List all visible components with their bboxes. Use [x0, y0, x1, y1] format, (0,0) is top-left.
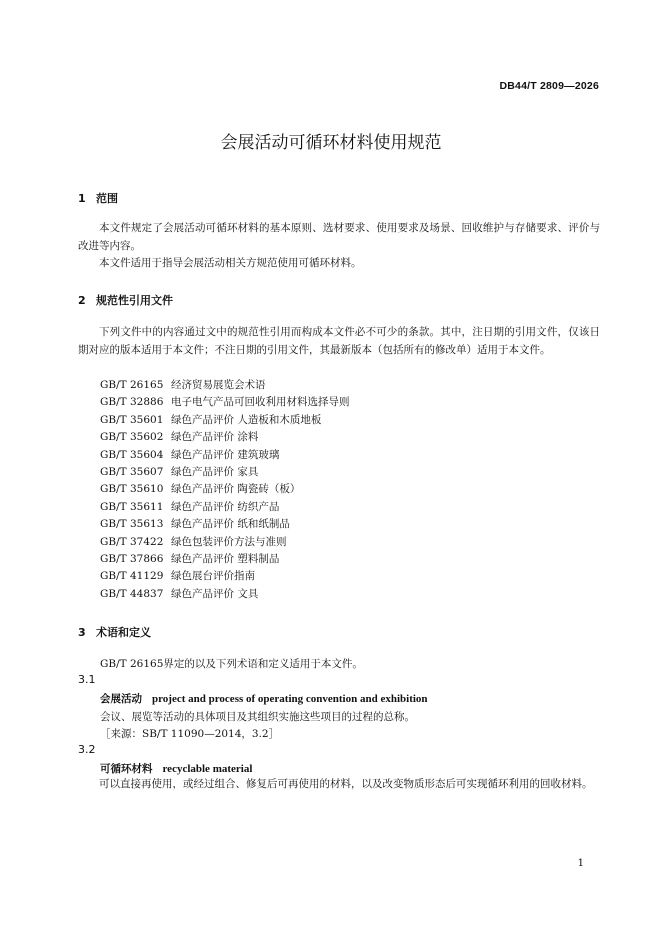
reference-code: GB/T 37866: [100, 552, 164, 565]
section-title: 范围: [96, 192, 118, 205]
reference-item: [100, 447, 350, 464]
term-number: 3.1: [78, 673, 96, 686]
reference-list: [100, 377, 350, 603]
reference-title: 绿色产品评价 纺织产品: [171, 500, 280, 513]
reference-code: GB/T 32886: [100, 396, 164, 409]
reference-item: [100, 586, 350, 603]
section-title: 术语和定义: [96, 626, 151, 639]
reference-code: GB/T 35607: [100, 465, 164, 478]
reference-item: [100, 516, 350, 533]
term-definition: 会议、展览等活动的具体项目及其组织实施这些项目的过程的总称。: [100, 711, 415, 723]
reference-item: [100, 394, 350, 411]
reference-item: [100, 429, 350, 446]
reference-title: 绿色产品评价 人造板和木质地板: [171, 413, 322, 426]
reference-title: 绿色展台评价指南: [171, 570, 255, 583]
reference-code: GB/T 35611: [100, 500, 164, 513]
reference-title: 绿色产品评价 涂料: [171, 431, 259, 444]
terms-intro: GB/T 26165界定的以及下列术语和定义适用于本文件。: [100, 658, 363, 670]
section-number: 3: [78, 626, 86, 639]
section-number: 1: [78, 192, 86, 205]
reference-item: [100, 499, 350, 516]
reference-code: GB/T 35604: [100, 448, 164, 461]
reference-item: [100, 464, 350, 481]
document-title: 会展活动可循环材料使用规范: [220, 133, 442, 153]
normative-refs-intro: 下列文件中的内容通过文中的规范性引用而构成本文件必不可少的条款。其中，注日期的引用文件，仅该日期对应的版本适用于本文件；不注日期的引用文件，其最新版本（包括所有的修改单）适用于本文件。: [78, 326, 600, 356]
reference-code: GB/T 37422: [100, 535, 164, 548]
reference-title: 经济贸易展览会术语: [171, 379, 266, 391]
term-entry: [100, 691, 428, 706]
reference-item: [100, 481, 350, 498]
reference-item: [100, 412, 350, 429]
scope-paragraph-1: 本文件规定了会展活动可循环材料的基本原则、选材要求、使用要求及场景、回收维护与存储要求、评价与改进等内容。: [78, 222, 600, 252]
reference-item: [100, 568, 350, 585]
term-chinese: 会展活动: [100, 693, 142, 705]
reference-code: GB/T 44837: [100, 587, 164, 600]
term-english: project and process of operating convention and exhibition: [152, 693, 428, 705]
reference-code: GB/T 35613: [100, 518, 164, 531]
reference-title: 绿色产品评价 家具: [171, 465, 259, 478]
reference-code: GB/T 41129: [100, 570, 164, 583]
reference-code: GB/T 26165: [100, 379, 164, 391]
reference-code: GB/T 35601: [100, 413, 164, 426]
standard-code: DB44/T 2809—2026: [499, 80, 599, 92]
section-title: 规范性引用文件: [96, 294, 173, 307]
reference-item: [100, 534, 350, 551]
section-1-heading: [78, 190, 118, 206]
reference-title: 绿色包装评价方法与准则: [171, 535, 287, 548]
term-chinese: 可循环材料: [100, 763, 153, 775]
page-number: 1: [577, 858, 584, 869]
reference-title: 电子电气产品可回收利用材料选择导则: [171, 396, 350, 409]
reference-title: 绿色产品评价 陶瓷砖（板）: [171, 483, 301, 496]
reference-item: [100, 377, 350, 394]
reference-title: 绿色产品评价 建筑玻璃: [171, 448, 280, 461]
term-number: 3.2: [78, 743, 96, 756]
section-2-heading: [78, 292, 173, 308]
term-english: recyclable material: [162, 763, 253, 775]
reference-title: 绿色产品评价 纸和纸制品: [171, 518, 290, 531]
term-definition: 可以直接再使用，或经过组合、修复后可再使用的材料，以及改变物质形态后可实现循环利用的回收材料。: [99, 778, 593, 790]
reference-code: GB/T 35610: [100, 483, 164, 496]
term-source: ［来源：SB/T 11090—2014，3.2］: [100, 728, 280, 740]
scope-paragraph-2: 本文件适用于指导会展活动相关方规范使用可循环材料。: [99, 257, 362, 269]
term-entry: [100, 761, 252, 776]
section-number: 2: [78, 294, 86, 307]
section-3-heading: [78, 624, 151, 640]
reference-title: 绿色产品评价 塑料制品: [171, 552, 280, 565]
reference-title: 绿色产品评价 文具: [171, 587, 259, 600]
reference-code: GB/T 35602: [100, 431, 164, 444]
reference-item: [100, 551, 350, 568]
